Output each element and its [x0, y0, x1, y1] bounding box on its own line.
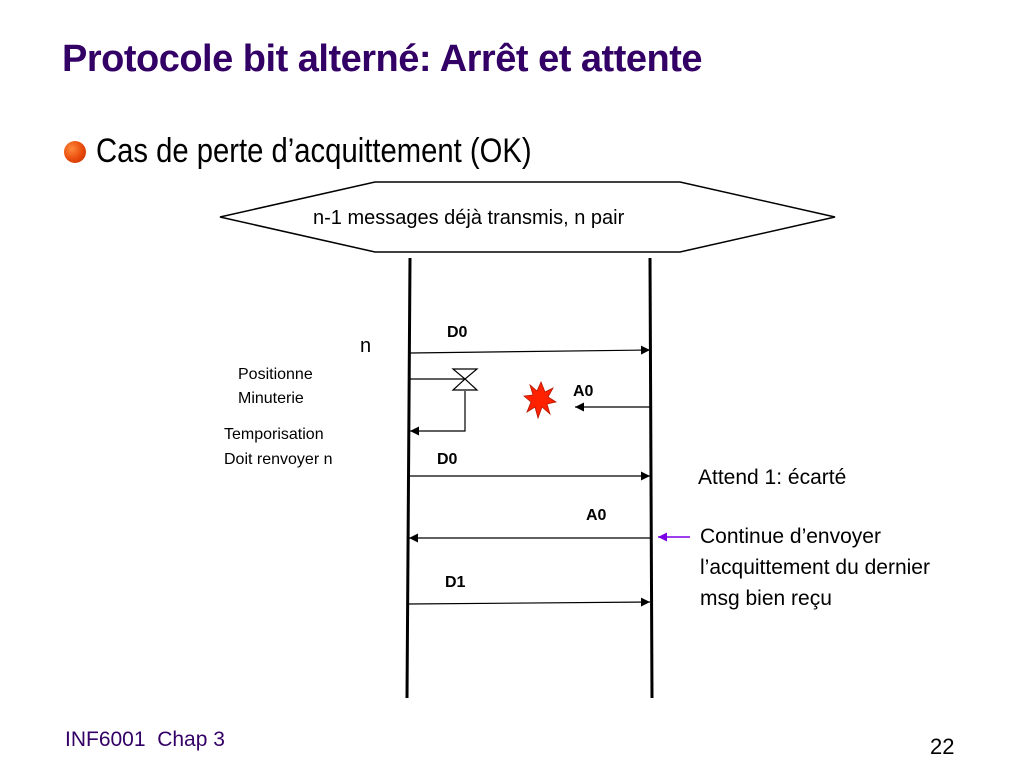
slide-title: Protocole bit alterné: Arrêt et attente: [62, 38, 702, 80]
message-label-a0: A0: [586, 507, 607, 524]
message-label-d0-first: D0: [447, 324, 468, 341]
bullet-text: Cas de perte d’acquittement (OK): [96, 132, 532, 170]
receiver-note-resend-ack-2: l’acquittement du dernier: [700, 556, 930, 579]
message-label-d0-resend: D0: [437, 451, 458, 468]
sender-label-n: n: [360, 335, 372, 357]
message-label-a0-lost: A0: [573, 383, 594, 400]
message-label-d1: D1: [445, 574, 466, 591]
timeout-label-1: Temporisation: [224, 426, 324, 443]
timeout-path: [410, 391, 465, 431]
banner-text: n-1 messages déjà transmis, n pair: [313, 207, 625, 229]
sender-lifeline: [407, 258, 410, 698]
timer-start-label-2: Minuterie: [238, 390, 304, 407]
receiver-note-resend-ack-3: msg bien reçu: [700, 587, 832, 610]
footer-course: INF6001 Chap 3: [65, 728, 225, 751]
page-number: 22: [930, 734, 955, 759]
receiver-lifeline: [650, 258, 652, 698]
timeout-label-2: Doit renvoyer n: [224, 451, 333, 468]
timer-start-label-1: Positionne: [238, 366, 313, 383]
message-arrow-d1: [408, 602, 650, 604]
receiver-note-discard: Attend 1: écarté: [698, 466, 847, 489]
loss-burst-icon: [524, 382, 556, 418]
receiver-note-resend-ack-1: Continue d’envoyer: [700, 525, 881, 548]
message-arrow-d0-first: [410, 350, 650, 353]
